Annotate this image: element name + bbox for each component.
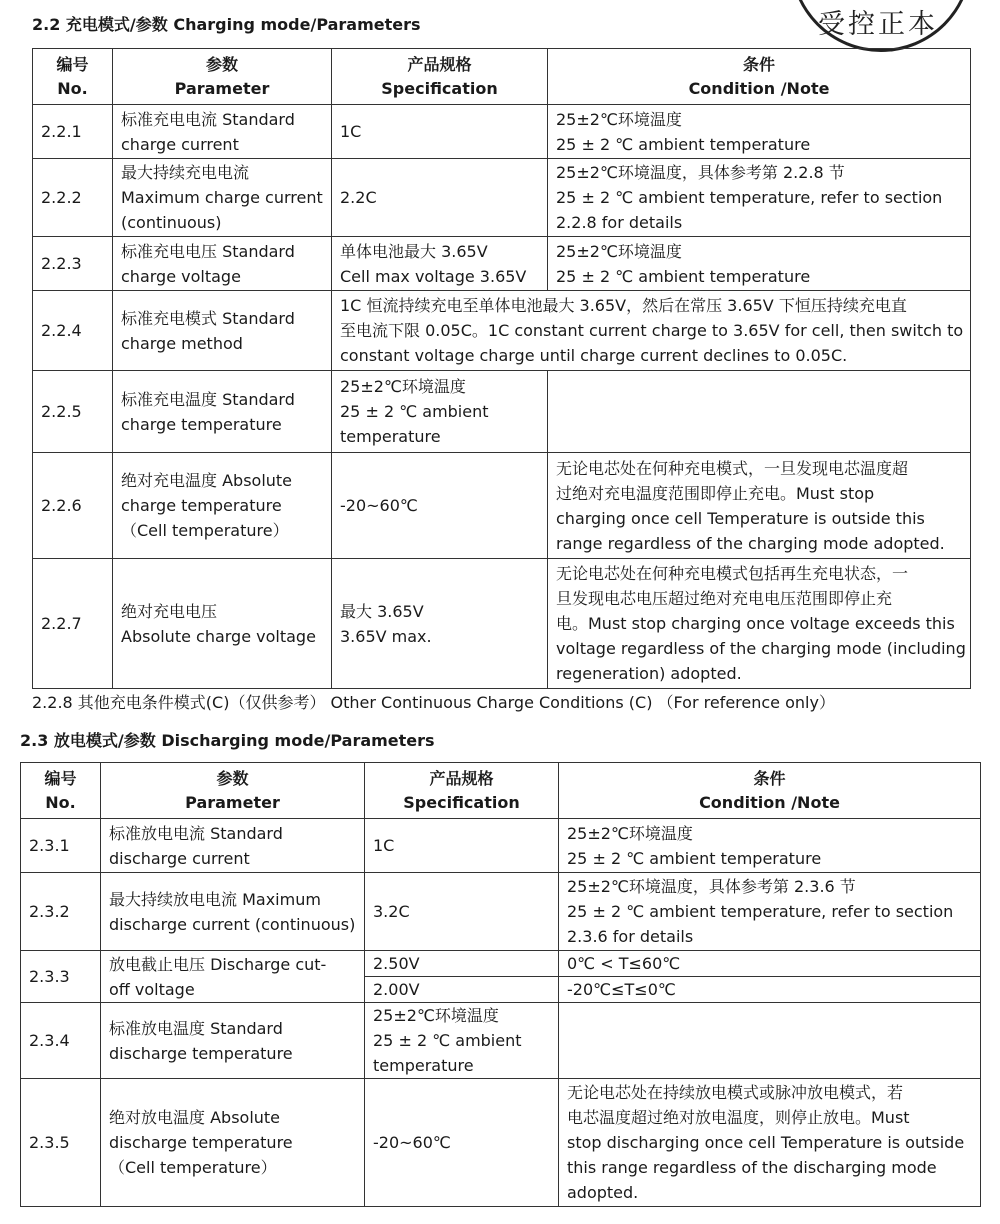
row-condition-note: 25±2℃环境温度 25 ± 2 ℃ ambient temperature [548, 237, 971, 291]
header-parameter: 参数 Parameter [101, 763, 365, 819]
header-specification: 产品规格 Specification [365, 763, 559, 819]
table-row [33, 159, 971, 237]
row-parameter: 标准放电电流 Standard discharge current [101, 819, 365, 873]
row-number: 2.2.5 [33, 371, 113, 453]
row-specification: 3.2C [365, 873, 559, 951]
header-no: 编号 No. [21, 763, 101, 819]
header-specification: 产品规格 Specification [332, 49, 548, 105]
row-parameter: 绝对放电温度 Absolute discharge temperature （Cell temperature） [101, 1079, 365, 1207]
charging-section-heading: 2.2 充电模式/参数 Charging mode/Parameters [32, 15, 421, 34]
controlled-copy-stamp: 受控正本 [818, 9, 938, 40]
row-number: 2.2.7 [33, 559, 113, 689]
row-specification: 1C [332, 105, 548, 159]
header-parameter: 参数 Parameter [113, 49, 332, 105]
row-specification: -20~60℃ [332, 453, 548, 559]
row-specification: 25±2℃环境温度 25 ± 2 ℃ ambient temperature [332, 371, 548, 453]
row-specification-and-note: 1C 恒流持续充电至单体电池最大 3.65V，然后在常压 3.65V 下恒压持续充电直 至电流下限 0.05C。1C constant current charge to 3.65V for cell, then switch to constant voltage charge until charge current declines to 0.05C. [332, 291, 971, 371]
charging-footnote: 2.2.8 其他充电条件模式(C)（仅供参考） Other Continuous Charge Conditions (C) （For reference only） [32, 693, 835, 712]
row-specification: 最大 3.65V 3.65V max. [332, 559, 548, 689]
table-row [33, 105, 971, 159]
row-parameter: 标准充电电流 Standard charge current [113, 105, 332, 159]
row-parameter: 标准充电模式 Standard charge method [113, 291, 332, 371]
row-condition-note: 25±2℃环境温度 25 ± 2 ℃ ambient temperature [548, 105, 971, 159]
row-condition-note: 无论电芯处在持续放电模式或脉冲放电模式，若 电芯温度超过绝对放电温度，则停止放电。Must stop discharging once cell Temperature is outside this range regardless of the discharging mode adopted. [559, 1079, 981, 1207]
row-parameter: 放电截止电压 Discharge cut- off voltage [101, 951, 365, 1003]
table-row [33, 371, 971, 453]
row-condition-note: 无论电芯处在何种充电模式包括再生充电状态，一 旦发现电芯电压超过绝对充电电压范围即停止充 电。Must stop charging once voltage exceeds this voltage regardless of the charging mode (including regeneration) adopted. [548, 559, 971, 689]
charging-parameters-table [32, 48, 971, 689]
row-number: 2.3.3 [21, 951, 101, 1003]
row-specification: 2.50V [365, 951, 559, 977]
row-parameter: 标准放电温度 Standard discharge temperature [101, 1003, 365, 1079]
row-condition-note: 25±2℃环境温度，具体参考第 2.2.8 节 25 ± 2 ℃ ambient temperature, refer to section 2.2.8 for details [548, 159, 971, 237]
table-row [33, 237, 971, 291]
row-number: 2.3.1 [21, 819, 101, 873]
table-row [33, 291, 971, 371]
row-parameter: 绝对充电电压 Absolute charge voltage [113, 559, 332, 689]
row-condition-note [548, 371, 971, 453]
header-no: 编号 No. [33, 49, 113, 105]
row-specification: 2.00V [365, 977, 559, 1003]
row-number: 2.2.6 [33, 453, 113, 559]
discharging-section-heading: 2.3 放电模式/参数 Discharging mode/Parameters [20, 731, 435, 750]
row-parameter: 绝对充电温度 Absolute charge temperature （Cell temperature） [113, 453, 332, 559]
table-header-row [33, 49, 971, 105]
row-condition-note: 0℃ < T≤60℃ [559, 951, 981, 977]
row-condition-note: 25±2℃环境温度，具体参考第 2.3.6 节 25 ± 2 ℃ ambient temperature, refer to section 2.3.6 for details [559, 873, 981, 951]
row-specification: 25±2℃环境温度 25 ± 2 ℃ ambient temperature [365, 1003, 559, 1079]
table-row [21, 873, 981, 951]
header-condition-note: 条件 Condition /Note [548, 49, 971, 105]
row-specification: -20~60℃ [365, 1079, 559, 1207]
row-number: 2.3.2 [21, 873, 101, 951]
row-condition-note [559, 1003, 981, 1079]
row-number: 2.2.3 [33, 237, 113, 291]
table-row [33, 559, 971, 689]
table-row [21, 819, 981, 873]
row-parameter: 最大持续充电电流 Maximum charge current (continuous) [113, 159, 332, 237]
row-specification: 单体电池最大 3.65V Cell max voltage 3.65V [332, 237, 548, 291]
table-row [21, 1003, 981, 1079]
row-number: 2.2.1 [33, 105, 113, 159]
table-row [21, 951, 981, 977]
row-parameter: 标准充电电压 Standard charge voltage [113, 237, 332, 291]
row-specification: 2.2C [332, 159, 548, 237]
table-row [21, 1079, 981, 1207]
row-number: 2.2.2 [33, 159, 113, 237]
row-condition-note: 25±2℃环境温度 25 ± 2 ℃ ambient temperature [559, 819, 981, 873]
table-header-row [21, 763, 981, 819]
row-parameter: 最大持续放电电流 Maximum discharge current (continuous) [101, 873, 365, 951]
row-number: 2.2.4 [33, 291, 113, 371]
discharging-parameters-table [20, 762, 981, 1207]
row-condition-note: 无论电芯处在何种充电模式，一旦发现电芯温度超 过绝对充电温度范围即停止充电。Must stop charging once cell Temperature is outside this range regardless of the charging mode adopted. [548, 453, 971, 559]
row-specification: 1C [365, 819, 559, 873]
row-number: 2.3.4 [21, 1003, 101, 1079]
row-condition-note: -20℃≤T≤0℃ [559, 977, 981, 1003]
table-row [33, 453, 971, 559]
header-condition-note: 条件 Condition /Note [559, 763, 981, 819]
row-parameter: 标准充电温度 Standard charge temperature [113, 371, 332, 453]
row-number: 2.3.5 [21, 1079, 101, 1207]
